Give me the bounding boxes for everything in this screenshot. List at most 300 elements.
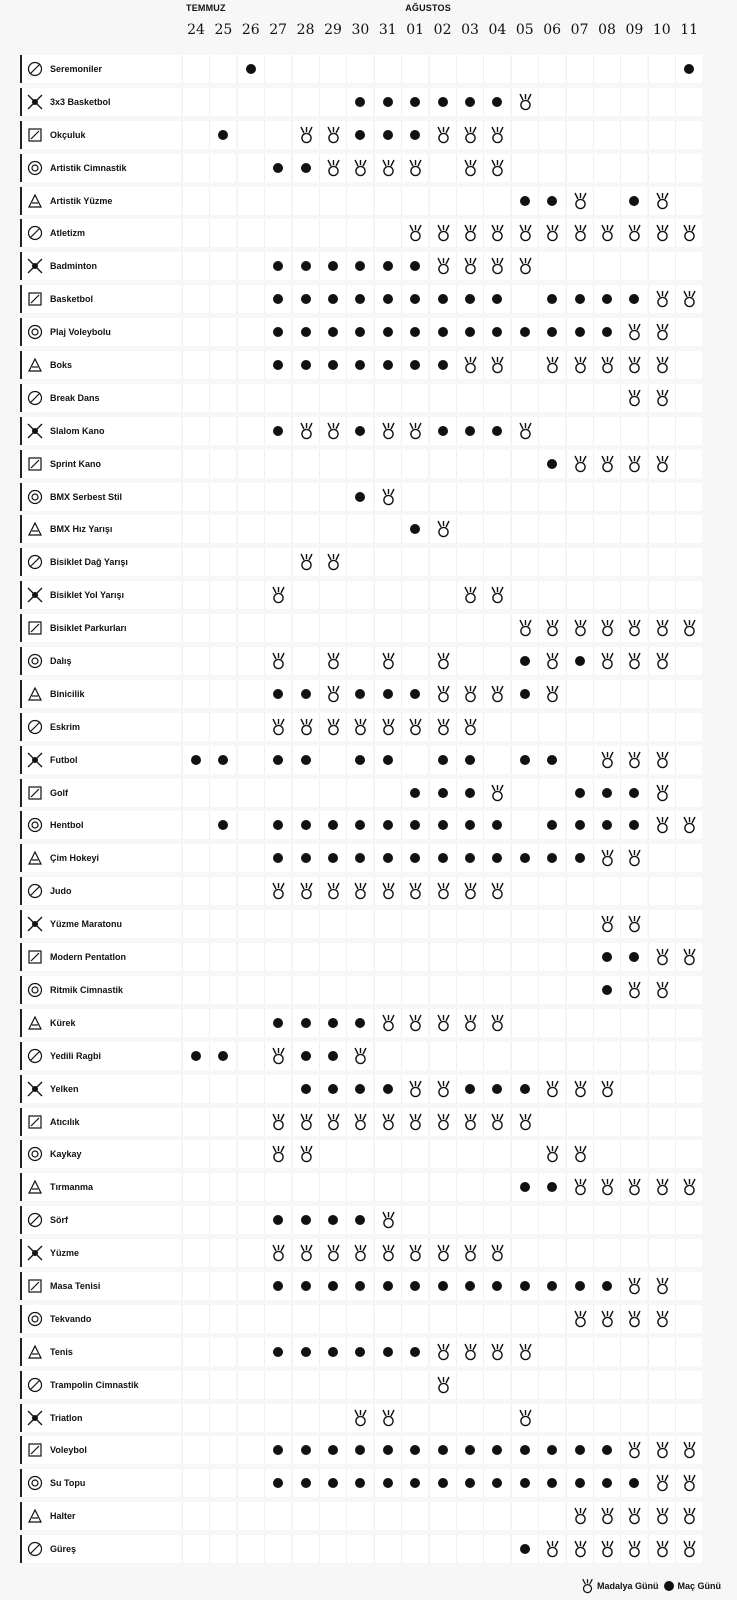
medal-icon [545,685,560,703]
day-cell [374,976,401,1004]
match-dot-icon [355,1018,365,1028]
day-cell [209,1009,236,1037]
medal-icon [299,718,314,736]
day-cell [182,1305,209,1333]
medal-icon [573,455,588,473]
day-cell [374,1371,401,1399]
day-cell [566,910,593,938]
day-label: 31 [378,22,397,38]
row-marker [20,943,22,971]
day-cell [374,1042,401,1070]
match-dot-icon [383,1478,393,1488]
day-cell [620,1305,647,1333]
day-cell [566,285,593,313]
match-dot-icon [520,327,530,337]
day-cell [511,581,538,609]
match-dot-icon [547,196,557,206]
day-cell [237,1140,264,1168]
day-cell [675,1108,702,1136]
day-cell [456,1206,483,1234]
match-dot-icon [492,1478,502,1488]
medal-icon [600,652,615,670]
medal-icon [381,1244,396,1262]
day-cell [264,581,291,609]
day-cell [237,1502,264,1530]
medal-icon [299,882,314,900]
match-dot-icon [273,820,283,830]
day-cell [182,614,209,642]
day-cell [264,1371,291,1399]
match-dot-icon [355,1281,365,1291]
day-cell [182,384,209,412]
day-cell [429,680,456,708]
row-marker [20,121,22,149]
medal-icon [490,1014,505,1032]
day-cell [511,187,538,215]
day-cell [456,219,483,247]
day-cell [675,614,702,642]
day-cell [538,154,565,182]
day-cell [511,55,538,83]
day-cell [319,1502,346,1530]
day-cell [292,581,319,609]
day-cell [319,1173,346,1201]
medal-icon [326,422,341,440]
match-dot-icon [629,196,639,206]
sport-name: Break Dans [50,392,100,403]
day-cell [182,219,209,247]
day-cell [319,746,346,774]
medal-icon [600,1540,615,1558]
match-dot-icon [602,327,612,337]
day-cell [648,318,675,346]
day-cell [292,1140,319,1168]
day-cell [429,1042,456,1070]
day-cell [346,943,373,971]
day-cell [429,877,456,905]
day-cell [675,1305,702,1333]
day-cell [182,252,209,280]
match-dot-icon [465,1478,475,1488]
day-cell [483,647,510,675]
day-cell [401,219,428,247]
medal-icon [408,1244,423,1262]
day-cell [209,1140,236,1168]
day-cell [429,1108,456,1136]
medal-icon [299,126,314,144]
sport-row [20,910,717,938]
swimming-icon [26,1244,44,1262]
day-cell [292,1173,319,1201]
row-marker [20,1140,22,1168]
day-cell [292,384,319,412]
day-cell [456,252,483,280]
day-cell [182,285,209,313]
medal-icon [655,981,670,999]
day-cell [264,121,291,149]
day-cell [566,1404,593,1432]
sport-label-cell [20,779,181,807]
day-cell [346,121,373,149]
day-cell [511,318,538,346]
day-cell [648,976,675,1004]
medal-icon [573,1540,588,1558]
day-cell [620,417,647,445]
day-label: 26 [241,22,260,38]
day-cell [319,1371,346,1399]
medal-icon [545,619,560,637]
match-dot-icon [328,1215,338,1225]
day-cell [346,1272,373,1300]
day-cell [346,1535,373,1563]
day-cell [209,943,236,971]
day-cell [675,844,702,872]
day-cell [374,219,401,247]
day-cell [292,1108,319,1136]
day-cell [237,1371,264,1399]
match-dot-icon [355,1084,365,1094]
sport-name: Tenis [50,1346,73,1357]
match-dot-icon [602,1281,612,1291]
day-cell [566,581,593,609]
match-dot-icon [410,689,420,699]
medal-icon [271,1244,286,1262]
day-cell [429,515,456,543]
day-label: 10 [652,22,671,38]
day-cell [538,713,565,741]
day-cell [538,219,565,247]
row-marker [20,154,22,182]
judo-icon [26,882,44,900]
day-cell [566,88,593,116]
day-cell [566,483,593,511]
day-cell [620,943,647,971]
day-cell [401,121,428,149]
sport-label-cell [20,1108,181,1136]
medal-icon [600,619,615,637]
day-cell [566,219,593,247]
sport-name: Voleybol [50,1445,87,1456]
day-cell [374,1338,401,1366]
day-cell [209,680,236,708]
match-dot-icon [438,327,448,337]
day-cell [401,55,428,83]
day-cell [401,1436,428,1464]
match-dot-icon [273,1347,283,1357]
day-cell [319,187,346,215]
day-cell [538,614,565,642]
day-cell [511,713,538,741]
day-cell [346,318,373,346]
sport-label-cell [20,384,181,412]
match-dot-icon [602,1445,612,1455]
day-cell [346,910,373,938]
sport-name: BMX Hız Yarışı [50,524,113,535]
medal-icon [408,1113,423,1131]
sport-name: Yüzme Maratonu [50,919,123,930]
day-cell [538,417,565,445]
day-cell [538,1140,565,1168]
day-cell [264,1239,291,1267]
day-cell [456,910,483,938]
medal-icon [627,1310,642,1328]
sport-name: BMX Serbest Stil [50,491,123,502]
sport-name: Futbol [50,754,78,765]
day-cell [538,1206,565,1234]
day-cell [648,219,675,247]
day-cell [346,1502,373,1530]
match-dot-icon [355,130,365,140]
day-cell [319,844,346,872]
day-cell [319,219,346,247]
sport-label-cell [20,1009,181,1037]
day-cell [209,483,236,511]
day-cell [675,55,702,83]
day-cell [620,1338,647,1366]
match-dot-icon [410,1478,420,1488]
taekwondo-icon [26,1310,44,1328]
day-cell [374,88,401,116]
day-cell [401,1535,428,1563]
day-cell [182,1469,209,1497]
day-cell [566,1305,593,1333]
day-cell [292,252,319,280]
road-cycling-icon [26,586,44,604]
day-cell [429,614,456,642]
day-cell [237,1305,264,1333]
day-cell [182,910,209,938]
match-dot-icon [383,97,393,107]
day-cell [538,548,565,576]
day-cell [401,614,428,642]
medal-icon [299,1113,314,1131]
medal-icon [353,1113,368,1131]
day-cell [675,647,702,675]
medal-icon [545,356,560,374]
match-dot-icon [575,327,585,337]
day-cell [456,877,483,905]
day-cell [648,1404,675,1432]
sport-row [20,1404,717,1432]
medal-icon [600,224,615,242]
day-cell [511,647,538,675]
day-cell [264,187,291,215]
day-cell [237,713,264,741]
day-cell [374,483,401,511]
match-dot-icon [301,820,311,830]
day-cell [620,1042,647,1070]
medal-icon [463,586,478,604]
day-cell [319,1075,346,1103]
day-cell [237,121,264,149]
day-cell [319,581,346,609]
match-dot-icon [383,1347,393,1357]
medal-icon [490,1343,505,1361]
day-cell [538,1305,565,1333]
medal-icon [655,290,670,308]
medal-icon [655,1277,670,1295]
day-cell [511,548,538,576]
basketball-icon [26,290,44,308]
sport-row [20,713,717,741]
day-cell [538,1173,565,1201]
day-cell [620,1502,647,1530]
day-cell [374,187,401,215]
day-cell [209,1108,236,1136]
match-dot-icon [465,327,475,337]
medal-icon [436,1343,451,1361]
day-cell [511,1371,538,1399]
day-cell [593,154,620,182]
sport-row [20,1535,717,1563]
medal-icon [408,882,423,900]
sport-label-cell [20,877,181,905]
fencing-icon [26,718,44,736]
medal-icon [655,455,670,473]
day-cell [429,450,456,478]
boxing-icon [26,356,44,374]
archery-icon [26,126,44,144]
row-marker [20,680,22,708]
match-dot-icon [273,1215,283,1225]
day-cell [538,450,565,478]
legend-match-label: Maç Günü [677,1581,721,1591]
day-cell [264,483,291,511]
water-polo-icon [26,1474,44,1492]
day-cell [209,1272,236,1300]
day-cell [292,1338,319,1366]
match-dot-icon [520,1182,530,1192]
day-cell [648,680,675,708]
day-cell [456,1305,483,1333]
day-cell [620,1140,647,1168]
day-cell [456,1108,483,1136]
medal-icon [271,586,286,604]
day-cell [675,1436,702,1464]
day-cell [319,55,346,83]
day-cell [429,811,456,839]
day-cell [429,1404,456,1432]
day-cell [566,384,593,412]
match-dot-icon [301,163,311,173]
day-cell [538,55,565,83]
day-cell [237,55,264,83]
day-cell [401,1272,428,1300]
sport-label-cell [20,285,181,313]
match-dot-icon [355,294,365,304]
sport-row [20,219,717,247]
medal-icon [326,159,341,177]
row-marker [20,1502,22,1530]
day-cell [566,1272,593,1300]
day-cell [620,877,647,905]
day-cell [292,1272,319,1300]
match-dot-icon [355,327,365,337]
sport-row [20,154,717,182]
day-cell [182,1140,209,1168]
athletics-icon [26,224,44,242]
match-dot-icon [492,327,502,337]
medal-icon [463,718,478,736]
medal-icon [436,126,451,144]
medal-icon [353,882,368,900]
medal-icon [545,1145,560,1163]
marathon-swimming-icon [26,915,44,933]
day-cell [538,1075,565,1103]
day-cell [401,680,428,708]
day-cell [264,811,291,839]
sport-label-cell [20,351,181,379]
medal-icon [436,1080,451,1098]
day-cell [538,779,565,807]
day-cell [209,1173,236,1201]
day-cell [648,877,675,905]
match-dot-icon [547,1445,557,1455]
match-dot-icon [629,820,639,830]
row-marker [20,976,22,1004]
day-cell [264,1173,291,1201]
day-cell [237,318,264,346]
day-cell [675,1009,702,1037]
day-cell [456,1272,483,1300]
equestrian-icon [26,685,44,703]
day-cell [620,614,647,642]
day-cell [346,88,373,116]
day-cell [292,515,319,543]
day-label: 30 [351,22,370,38]
match-dot-icon [438,755,448,765]
day-cell [264,1272,291,1300]
day-cell [346,581,373,609]
day-cell [675,154,702,182]
day-cell [648,779,675,807]
medal-icon [436,1014,451,1032]
rhythmic-gymnastics-icon [26,981,44,999]
medal-icon [463,356,478,374]
day-cell [483,1173,510,1201]
day-cell [209,647,236,675]
day-cell [675,1206,702,1234]
day-cell [620,1239,647,1267]
day-cell [374,910,401,938]
medal-icon [408,718,423,736]
match-dot-icon [328,1018,338,1028]
medal-icon [600,1178,615,1196]
day-cell [429,351,456,379]
match-dot-icon [273,853,283,863]
football-icon [26,751,44,769]
match-dot-icon [547,459,557,469]
day-cell [374,154,401,182]
day-cell [264,1009,291,1037]
sport-row [20,1371,717,1399]
medal-icon [518,1343,533,1361]
sport-row [20,1108,717,1136]
day-cell [401,1108,428,1136]
match-dot-icon [273,1281,283,1291]
match-dot-icon [602,294,612,304]
day-cell [538,1371,565,1399]
day-cell [237,1173,264,1201]
medal-icon [490,1113,505,1131]
day-cell [648,1009,675,1037]
sport-label-cell [20,1239,181,1267]
day-cell [538,1239,565,1267]
match-dot-icon [438,426,448,436]
day-cell [511,844,538,872]
sport-row [20,1173,717,1201]
match-dot-icon [383,1281,393,1291]
